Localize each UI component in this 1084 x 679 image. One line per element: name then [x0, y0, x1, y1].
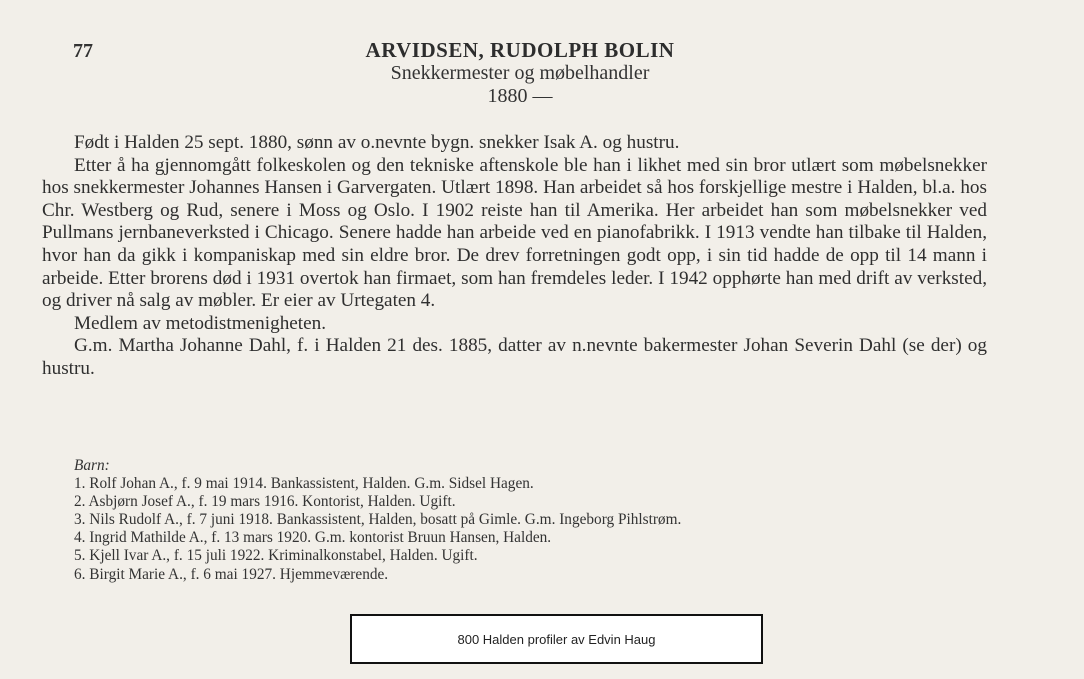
- paragraph-membership: Medlem av metodistmenigheten.: [74, 312, 327, 334]
- paragraph-birth: Født i Halden 25 sept. 1880, sønn av o.nevnte bygn. snekker Isak A. og hustru.: [74, 132, 680, 153]
- entry-header: [0, 38, 1040, 108]
- source-caption: 800 Halden profiler av Edvin Haug: [350, 614, 763, 664]
- list-item: 2. Asbjørn Josef A., f. 19 mars 1916. Kontorist, Halden. Ugift.: [74, 493, 456, 511]
- paragraph-career: Etter å ha gjennomgått folkeskolen og den tekniske aftenskole ble han i likhet med sin bror utlært som møbelsnekker hos snekkermester Johannes Hansen i Garvergaten. Utlært 1898. Han arbeidet så hos forskjellige mestre i Halden, bl.a. hos Chr. Westberg og Rud, senere i Moss og Oslo. I 1902 reiste han til Amerika. Her arbeidet han som møbelsnekker ved Pullmans jernbaneverksted i Chicago. Senere hadde han arbeide ved en pianofabrikk. I 1913 vendte han tilbake til Halden, hvor han da gikk i kompaniskap med sin eldre bror. De drev forretningen godt opp, i sin tid hadde de opp til 14 mann i arbeide. Etter brorens død i 1931 overtok han firmaet, som han fremdeles leder. I 1942 opphørte han med drift av verksted, og driver nå salg av møbler. Er eier av Urtegaten 4.: [42, 154, 987, 312]
- children-list: [74, 457, 974, 584]
- list-item: 6. Birgit Marie A., f. 6 mai 1927. Hjemmeværende.: [74, 565, 389, 583]
- person-occupation: Snekkermester og møbelhandler: [390, 62, 650, 84]
- list-item: 5. Kjell Ivar A., f. 15 juli 1922. Kriminalkonstabel, Halden. Ugift.: [74, 547, 478, 565]
- list-item: 3. Nils Rudolf A., f. 7 juni 1918. Bankassistent, Halden, bosatt på Gimle. G.m. Ingeborg Pihlstrøm.: [74, 511, 682, 529]
- person-years: 1880 —: [487, 85, 553, 107]
- person-name: ARVIDSEN, RUDOLPH BOLIN: [365, 38, 675, 62]
- paragraph-marriage: G.m. Martha Johanne Dahl, f. i Halden 21 des. 1885, datter av n.nevnte bakermester Johan Severin Dahl (se der) og hustru.: [42, 335, 987, 379]
- biography-text: [42, 132, 987, 381]
- list-item: 4. Ingrid Mathilde A., f. 13 mars 1920. G.m. kontorist Bruun Hansen, Halden.: [74, 529, 552, 547]
- children-heading: Barn:: [74, 457, 110, 474]
- page-number: 77: [73, 40, 93, 62]
- list-item: 1. Rolf Johan A., f. 9 mai 1914. Bankassistent, Halden. G.m. Sidsel Hagen.: [74, 475, 534, 493]
